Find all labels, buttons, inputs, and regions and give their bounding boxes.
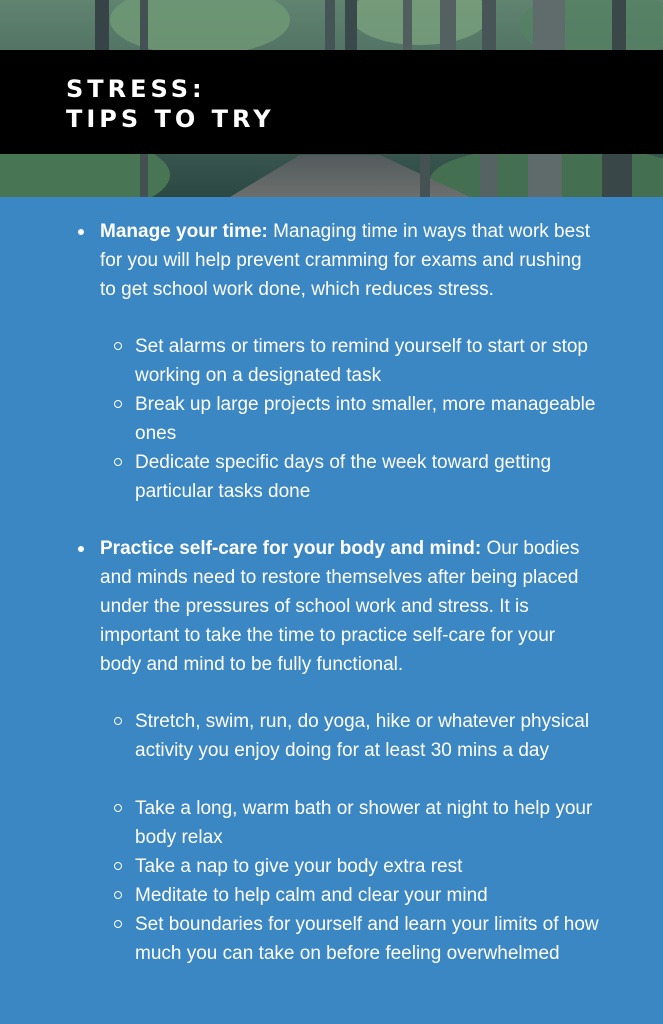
sub-item-text: Set alarms or timers to remind yourself to start or stop working on a designated task	[135, 336, 588, 386]
tip-self-care	[100, 534, 600, 679]
sub-item-text: Take a long, warm bath or shower at night to help your body relax	[135, 798, 593, 848]
bullet-ring	[114, 717, 122, 725]
bullet-ring	[114, 458, 122, 466]
sub-item	[135, 390, 605, 448]
tip-heading: Practice self-care for your body and mind:	[100, 538, 482, 559]
title-band	[0, 50, 663, 154]
sub-item-text: Meditate to help calm and clear your mind	[135, 885, 488, 906]
tip-text: Managing time in ways that work best for you will help prevent cramming for exams and rushing to get school work done, which reduces stress.	[100, 221, 590, 300]
page-title-line-2: TIPS TO TRY	[66, 105, 275, 133]
bullet-ring	[114, 342, 122, 350]
sub-item-text: Take a nap to give your body extra rest	[135, 856, 463, 877]
bullet-dot	[78, 546, 84, 552]
sub-item-text: Stretch, swim, run, do yoga, hike or whatever physical activity you enjoy doing for at least 30 mins a day	[135, 711, 590, 761]
sub-item	[135, 910, 605, 968]
bullet-ring	[114, 862, 122, 870]
bullet-ring	[114, 804, 122, 812]
tips-content	[0, 197, 663, 1024]
sub-item	[135, 852, 605, 881]
tip-manage-time	[100, 217, 600, 304]
sub-item-text: Break up large projects into smaller, more manageable ones	[135, 394, 596, 444]
bullet-ring	[114, 891, 122, 899]
sub-item	[135, 707, 605, 765]
sub-item	[135, 332, 605, 390]
sub-item-text: Dedicate specific days of the week toward getting particular tasks done	[135, 452, 552, 502]
bullet-ring	[114, 400, 122, 408]
sub-item-text: Set boundaries for yourself and learn your limits of how much you can take on before feeling overwhelmed	[135, 914, 599, 964]
sub-item	[135, 794, 605, 852]
tip-heading: Manage your time:	[100, 221, 268, 242]
sub-item	[135, 881, 605, 910]
bullet-ring	[114, 920, 122, 928]
sub-item	[135, 448, 605, 506]
forest-header-image	[0, 0, 663, 197]
page-title-line-1: STRESS:	[66, 75, 206, 103]
bullet-dot	[78, 229, 84, 235]
tip-text: Our bodies and minds need to restore themselves after being placed under the pressures of school work and stress. It is important to take the time to practice self-care for your body and mind to be fully functional.	[100, 538, 580, 675]
